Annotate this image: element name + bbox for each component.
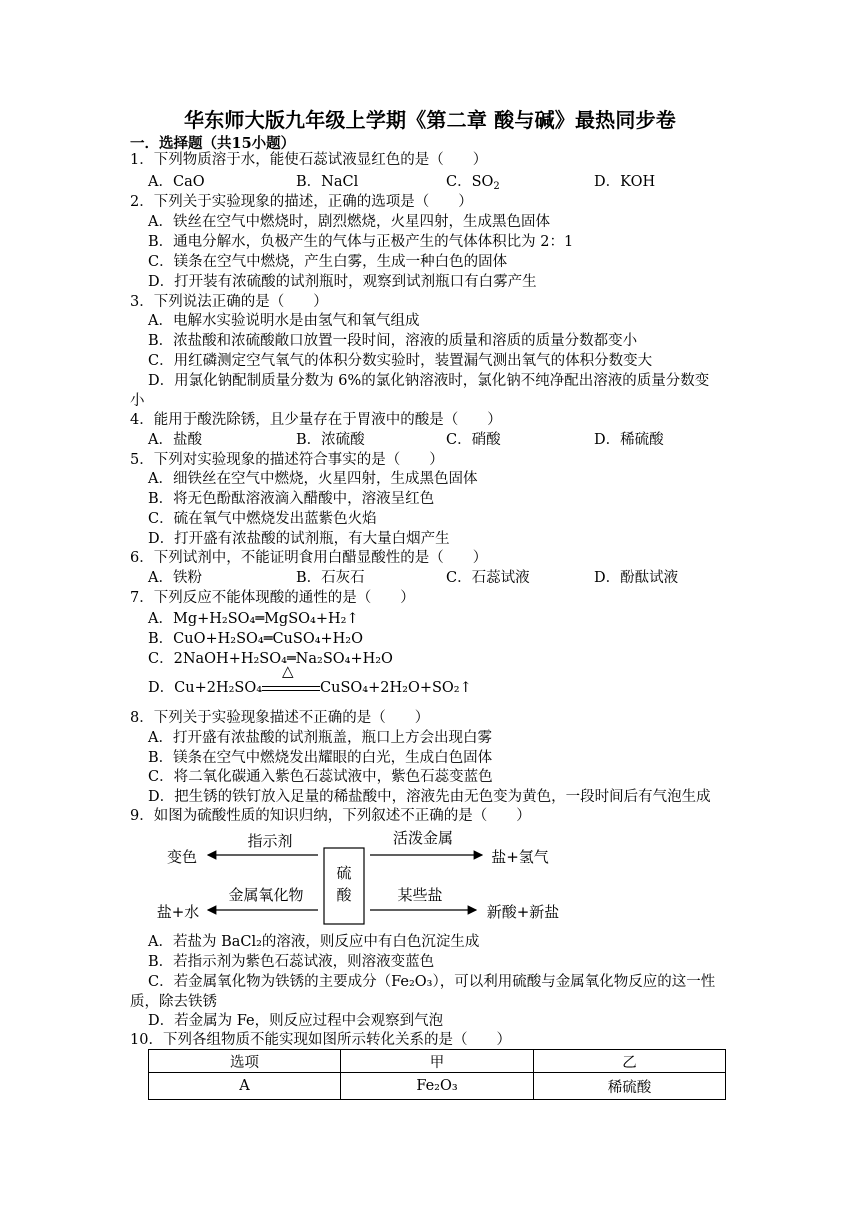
result-color-change: 变色 xyxy=(166,848,198,866)
q5-option-d: D．打开盛有浓盐酸的试剂瓶，有大量白烟产生 xyxy=(148,531,450,547)
equation-c: 2NaOH+H₂SO₄═Na₂SO₄+H₂O xyxy=(173,651,393,667)
page-title: 华东师大版九年级上学期《第二章 酸与碱》最热同步卷 xyxy=(184,108,676,132)
question-4-stem: 4．能用于酸洗除锈，且少量存在于胃液中的酸是（ ） xyxy=(130,412,502,428)
q9-option-d: D．若金属为 Fe，则反应过程中会观察到气泡 xyxy=(148,1013,444,1029)
q6-option-c: C．石蕊试液 xyxy=(446,570,530,586)
q7-option-c: C．2NaOH+H₂SO₄═Na₂SO₄+H₂O xyxy=(148,651,393,667)
q3-option-d: D．用氯化钠配制质量分数为 6%的氯化钠溶液时，氯化钠不纯净配出溶液的质量分数变 xyxy=(148,373,710,389)
result-salt-hydrogen: 盐+氢气 xyxy=(491,848,549,866)
question-6-stem: 6．下列试剂中，不能证明食用白醋显酸性的是（ ） xyxy=(130,550,488,566)
question-10-stem: 10．下列各组物质不能实现如图所示转化关系的是（ ） xyxy=(130,1032,511,1048)
result-new-acid-new-salt: 新酸+新盐 xyxy=(486,903,560,921)
q7-option-d: D．Cu+2H₂SO₄ △ CuSO₄+2H₂O+SO₂↑ xyxy=(148,662,472,696)
q1-option-a: A．CaO xyxy=(148,174,205,190)
q6-option-b: B．石灰石 xyxy=(296,570,365,586)
question-8-stem: 8．下列关于实验现象描述不正确的是（ ） xyxy=(130,710,430,726)
q8-option-d: D．把生锈的铁钉放入足量的稀盐酸中，溶液先由无色变为黄色，一段时间后有气泡生成 xyxy=(148,789,711,805)
equation-b: CuO+H₂SO₄═CuSO₄+H₂O xyxy=(173,631,364,647)
q6-option-d: D．酚酞试液 xyxy=(594,570,679,586)
table-cell: A xyxy=(149,1073,341,1100)
equation-a: Mg+H₂SO₄═MgSO₄+H₂↑ xyxy=(172,611,359,627)
q4-option-c: C．硝酸 xyxy=(446,432,501,448)
label-indicator: 指示剂 xyxy=(247,832,293,850)
center-char-2: 酸 xyxy=(336,886,352,904)
table-row xyxy=(149,1073,726,1100)
q5-option-c: C．硫在氧气中燃烧发出蓝紫色火焰 xyxy=(148,511,377,527)
q3-option-b: B．浓盐酸和浓硫酸敞口放置一段时间，溶液的质量和溶质的质量分数都变小 xyxy=(148,333,638,349)
equation-d-reactants: Cu+2H₂SO₄ xyxy=(174,680,263,696)
q9-option-a: A．若盐为 BaCl₂的溶液，则反应中有白色沉淀生成 xyxy=(148,934,480,950)
result-salt-water: 盐+水 xyxy=(156,903,200,921)
q10-table xyxy=(148,1049,726,1100)
q8-option-c: C．将二氧化碳通入紫色石蕊试液中，紫色石蕊变蓝色 xyxy=(148,769,493,785)
table-header-cell: 选项 xyxy=(149,1050,341,1073)
question-2-stem: 2．下列关于实验现象的描述，正确的选项是（ ） xyxy=(130,194,473,210)
q3-option-d-continued: 小 xyxy=(130,393,145,409)
q6-option-a: A．铁粉 xyxy=(148,570,202,586)
center-char-1: 硫 xyxy=(336,864,352,882)
q8-option-b: B．镁条在空气中燃烧发出耀眼的白光，生成白色固体 xyxy=(148,750,493,766)
label-some-salts: 某些盐 xyxy=(397,886,443,904)
q4-option-a: A．盐酸 xyxy=(148,432,202,448)
section-heading: 一．选择题（共15小题） xyxy=(130,135,296,152)
q5-option-a: A．细铁丝在空气中燃烧，火星四射，生成黑色固体 xyxy=(148,471,478,487)
question-5-stem: 5．下列对实验现象的描述符合事实的是（ ） xyxy=(130,452,444,468)
q5-option-b: B．将无色酚酞溶液滴入醋酸中，溶液呈红色 xyxy=(148,491,435,507)
table-cell: Fe₂O₃ xyxy=(341,1073,534,1100)
q4-option-b: B．浓硫酸 xyxy=(296,432,365,448)
label-metal-oxide: 金属氧化物 xyxy=(228,886,304,904)
q3-option-c: C．用红磷测定空气氧气的体积分数实验时，装置漏气测出氧气的体积分数变大 xyxy=(148,353,653,369)
q9-option-c-continued: 质，除去铁锈 xyxy=(130,994,217,1010)
q2-option-c: C．镁条在空气中燃烧，产生白雾，生成一种白色的固体 xyxy=(148,254,508,270)
table-header-cell: 甲 xyxy=(341,1050,534,1073)
q9-option-b: B．若指示剂为紫色石蕊试液，则溶液变蓝色 xyxy=(148,954,435,970)
question-3-stem: 3．下列说法正确的是（ ） xyxy=(130,294,328,310)
question-1-stem: 1．下列物质溶于水，能使石蕊试液显红色的是（ ） xyxy=(130,152,488,168)
question-9-stem: 9．如图为硫酸性质的知识归纳，下列叙述不正确的是（ ） xyxy=(130,808,531,824)
q4-option-d: D．稀硫酸 xyxy=(594,432,664,448)
table-cell: 稀硫酸 xyxy=(534,1073,726,1100)
q2-option-d: D．打开装有浓硫酸的试剂瓶时，观察到试剂瓶口有白雾产生 xyxy=(148,274,537,290)
equation-d-products: CuSO₄+2H₂O+SO₂↑ xyxy=(320,680,472,696)
q3-option-a: A．电解水实验说明水是由氢气和氧气组成 xyxy=(148,313,420,329)
table-header-row xyxy=(149,1050,726,1073)
heat-condition-arrow xyxy=(262,662,320,695)
heat-triangle-icon: △ xyxy=(282,662,294,680)
q8-option-a: A．打开盛有浓盐酸的试剂瓶盖，瓶口上方会出现白雾 xyxy=(148,730,492,746)
q7-option-a: A．Mg+H₂SO₄═MgSO₄+H₂↑ xyxy=(148,611,359,627)
q1-option-b: B．NaCl xyxy=(296,174,359,190)
question-7-stem: 7．下列反应不能体现酸的通性的是（ ） xyxy=(130,590,415,606)
q1-option-d: D．KOH xyxy=(594,174,656,190)
q1-option-c: C．$SO_2$ xyxy=(446,174,500,192)
q2-option-a: A．铁丝在空气中燃烧时，剧烈燃烧，火星四射，生成黑色固体 xyxy=(148,214,550,230)
q7-option-b: B．CuO+H₂SO₄═CuSO₄+H₂O xyxy=(148,631,364,647)
table-header-cell: 乙 xyxy=(534,1050,726,1073)
sulfuric-acid-properties-diagram xyxy=(148,818,568,930)
q2-option-b: B．通电分解水，负极产生的气体与正极产生的气体体积比为 2：1 xyxy=(148,234,574,250)
label-active-metal: 活泼金属 xyxy=(392,829,454,847)
q9-option-c: C．若金属氧化物为铁锈的主要成分（Fe₂O₃），可以利用硫酸与金属氧化物反应的这一性 xyxy=(148,974,716,990)
